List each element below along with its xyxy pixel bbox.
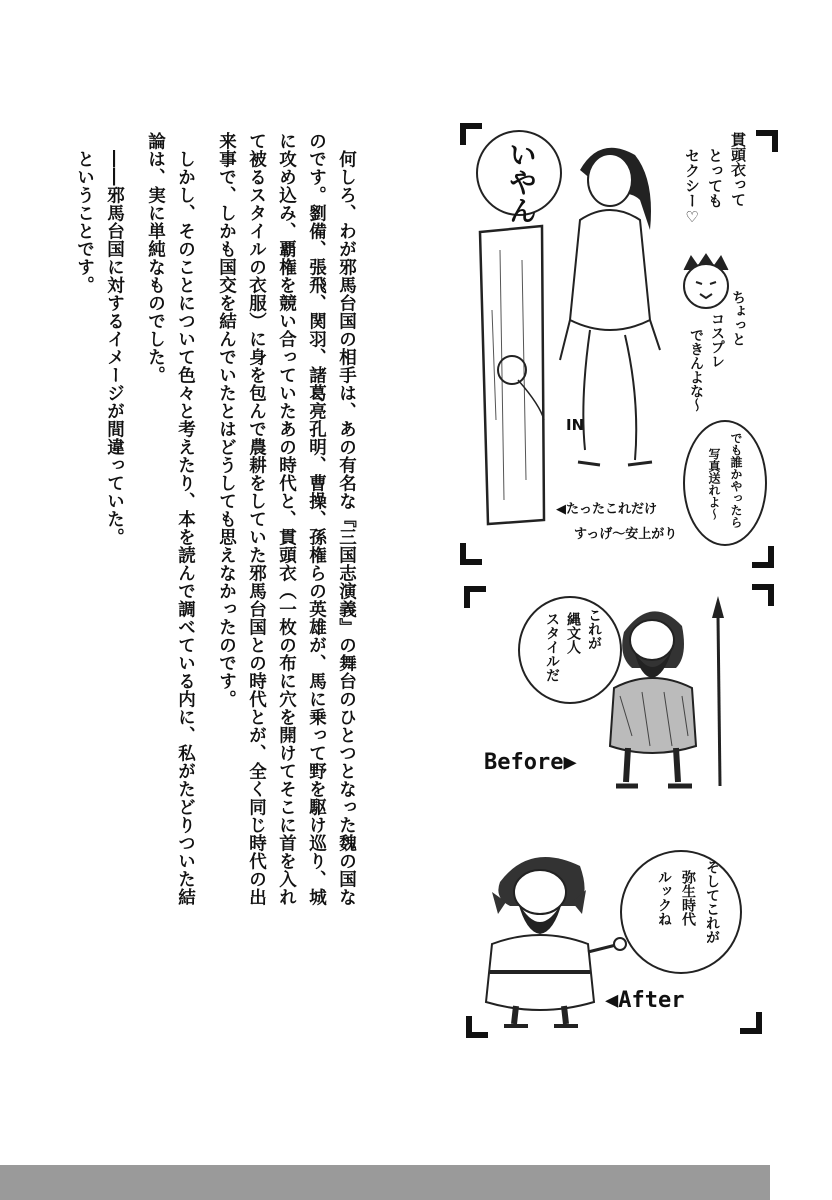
page-footer-band (0, 1165, 770, 1200)
body-line-8: ――邪馬台国に対するイメージが間違っていた。 (104, 150, 125, 546)
body-line-7: 論は、実に単純なものでした。 (145, 132, 166, 384)
body-line-6: しかし、そのことについて色々と考えたり、本を読んで調べている内に、私がたどりついた結 (175, 150, 196, 906)
note-cosplay-col-3: できんよな～ (688, 328, 704, 412)
body-line-4: て被るスタイルの衣服）に身を包んで農耕をしていた邪馬台国との時代とが、全く同じ時代の出 (246, 132, 267, 906)
boy-face-drawing (676, 252, 736, 312)
bubble-jomon-col-3: スタイルだ (544, 612, 560, 682)
corner-bracket (756, 130, 778, 152)
bubble-jomon-col-2: 縄文人 (565, 612, 581, 654)
corner-bracket (752, 546, 774, 568)
note-kantoui-col-2: とっても (706, 148, 724, 208)
corner-bracket (460, 543, 482, 565)
note-kantoui-col-1: 貫頭衣って (729, 132, 747, 207)
note-cosplay-col-1: ちょっと (730, 290, 746, 346)
body-line-1: 何しろ、わが邪馬台国の相手は、あの有名な『三国志演義』の舞台のひとつとなった魏の国な (336, 150, 357, 906)
corner-bracket (752, 584, 774, 606)
bubble-yayoi-col-3: ルックね (656, 870, 672, 926)
note-photo-col-2: 写真送れよ～ (707, 448, 721, 520)
corner-bracket (466, 1016, 488, 1038)
bubble-yayoi-col-2: 弥生時代 (680, 870, 696, 926)
corner-bracket (464, 586, 486, 608)
bubble-text-iyan: いやん (505, 140, 538, 224)
body-line-3: に攻め込み、覇権を競い合っていたあの時代と、貫頭衣（一枚の布に穴を開けてそこに首を入れ (276, 132, 297, 906)
label-in: IN (566, 416, 585, 434)
note-photo-col-1: でも誰かやったら (729, 432, 743, 528)
label-before: Before▶ (484, 750, 577, 775)
note-kantoui-col-3: セクシー♡ (683, 148, 701, 226)
corner-bracket (460, 123, 482, 145)
note-cosplay-col-2: コスプレ (709, 312, 725, 368)
caption-line-2: すっげ～安上がり (574, 527, 678, 542)
body-line-2: のです。劉備、張飛、関羽、諸葛亮孔明、曹操、孫権らの英雄が、馬に乗って野を駆け巡り、城 (306, 132, 327, 906)
bubble-yayoi-col-1: そしてこれが (704, 860, 720, 944)
speech-bubble (683, 420, 767, 546)
label-after: ◀After (605, 988, 685, 1013)
jomon-man-drawing (592, 596, 742, 796)
body-line-5: 来事で、しかも国交を結んでいたとはどうしても思えなかったのです。 (216, 132, 237, 708)
caption-line-1: ◀たったこれだけ (556, 502, 657, 517)
woman-in-kantoui-drawing (540, 140, 680, 480)
body-line-9: ということです。 (74, 150, 95, 294)
bubble-jomon-col-1: これが (586, 608, 602, 650)
corner-bracket (740, 1012, 762, 1034)
